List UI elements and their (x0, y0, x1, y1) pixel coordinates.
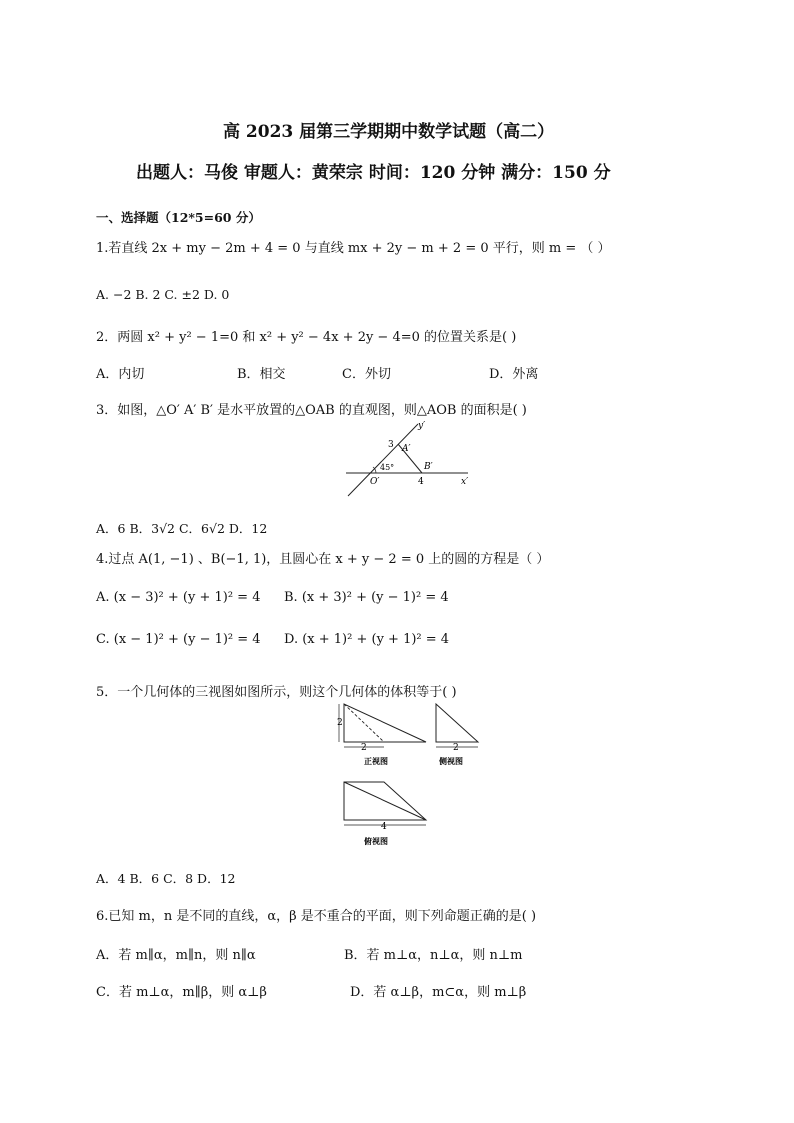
length-4-label: 4 (418, 477, 424, 487)
question-4-option-d: D. (x + 1)² + (y + 1)² = 4 (284, 632, 450, 647)
question-1-options: A. −2 B. 2 C. ±2 D. 0 (96, 287, 230, 302)
y-axis-label: y′ (418, 421, 426, 431)
side-view-caption: 侧视图 (439, 756, 463, 766)
section-heading: 一、选择题（12*5=60 分） (96, 210, 261, 225)
length-3-label: 3 (388, 440, 394, 450)
origin-label: O′ (370, 477, 380, 487)
side-view-figure (432, 700, 484, 770)
question-4-option-b: B. (x + 3)² + (y − 1)² = 4 (284, 590, 449, 605)
top-view-caption: 俯视图 (364, 836, 388, 846)
angle-45-label: 45° (380, 463, 395, 472)
question-6-option-c: C．若 m⊥α，m∥β，则 α⊥β (96, 985, 267, 1000)
front-view-outline (344, 704, 426, 742)
point-b-label: B′ (424, 462, 433, 472)
side-width-label: 2 (453, 743, 459, 753)
y-axis-line (348, 424, 418, 496)
side-view-outline (436, 704, 478, 742)
question-2-option-b: B．相交 (237, 367, 286, 382)
question-6-option-b: B．若 m⊥α，n⊥α，则 n⊥m (344, 948, 523, 963)
exam-info: 出题人：马俊 审题人：黄荣宗 时间：120 分钟 满分：150 分 (136, 163, 611, 183)
x-axis-label: x′ (461, 477, 469, 487)
front-width-label: 2 (361, 743, 367, 753)
page-title: 高 2023 届第三学期期中数学试题（高二） (223, 122, 555, 142)
top-view-figure (334, 776, 434, 850)
question-6-stem: 6.已知 m，n 是不同的直线，α，β 是不重合的平面，则下列命题正确的是( ) (96, 909, 537, 924)
question-4-option-a: A. (x − 3)² + (y + 1)² = 4 (96, 590, 261, 605)
question-2-option-d: D．外离 (489, 367, 539, 382)
question-5-stem: 5．一个几何体的三视图如图所示，则这个几何体的体积等于( ) (96, 685, 457, 700)
front-view-figure (334, 700, 434, 770)
question-2-option-a: A．内切 (96, 367, 145, 382)
front-height-label: 2 (337, 718, 343, 728)
front-view-hidden-edge (344, 704, 384, 742)
question-1-stem: 1.若直线 2x + my − 2m + 4 = 0 与直线 mx + 2y − m + 2 = 0 平行，则 m = （ ） (96, 241, 611, 256)
top-view-diagonal (344, 782, 426, 820)
question-6-option-d: D．若 α⊥β，m⊂α，则 m⊥β (350, 985, 527, 1000)
question-4-option-c: C. (x − 1)² + (y − 1)² = 4 (96, 632, 261, 647)
oblique-projection-figure (340, 414, 480, 500)
question-3-options: A．6 B．3√2 C．6√2 D．12 (96, 521, 268, 536)
question-2-stem: 2．两圆 x² + y² − 1=0 和 x² + y² − 4x + 2y − 4=0 的位置关系是( ) (96, 330, 517, 345)
top-width-label: 4 (381, 822, 387, 832)
question-3-stem: 3．如图，△O′ A′ B′ 是水平放置的△OAB 的直观图，则△AOB 的面积是( ) (96, 403, 527, 418)
question-5-options: A．4 B．6 C．8 D．12 (96, 871, 236, 886)
question-6-option-a: A．若 m∥α，m∥n，则 n∥α (96, 948, 256, 963)
question-2-option-c: C．外切 (342, 367, 391, 382)
point-a-label: A′ (402, 444, 411, 454)
question-4-stem: 4.过点 A(1, −1) 、B(−1, 1)，且圆心在 x + y − 2 = 0 上的圆的方程是（ ） (96, 552, 550, 567)
front-view-caption: 正视图 (364, 756, 388, 766)
